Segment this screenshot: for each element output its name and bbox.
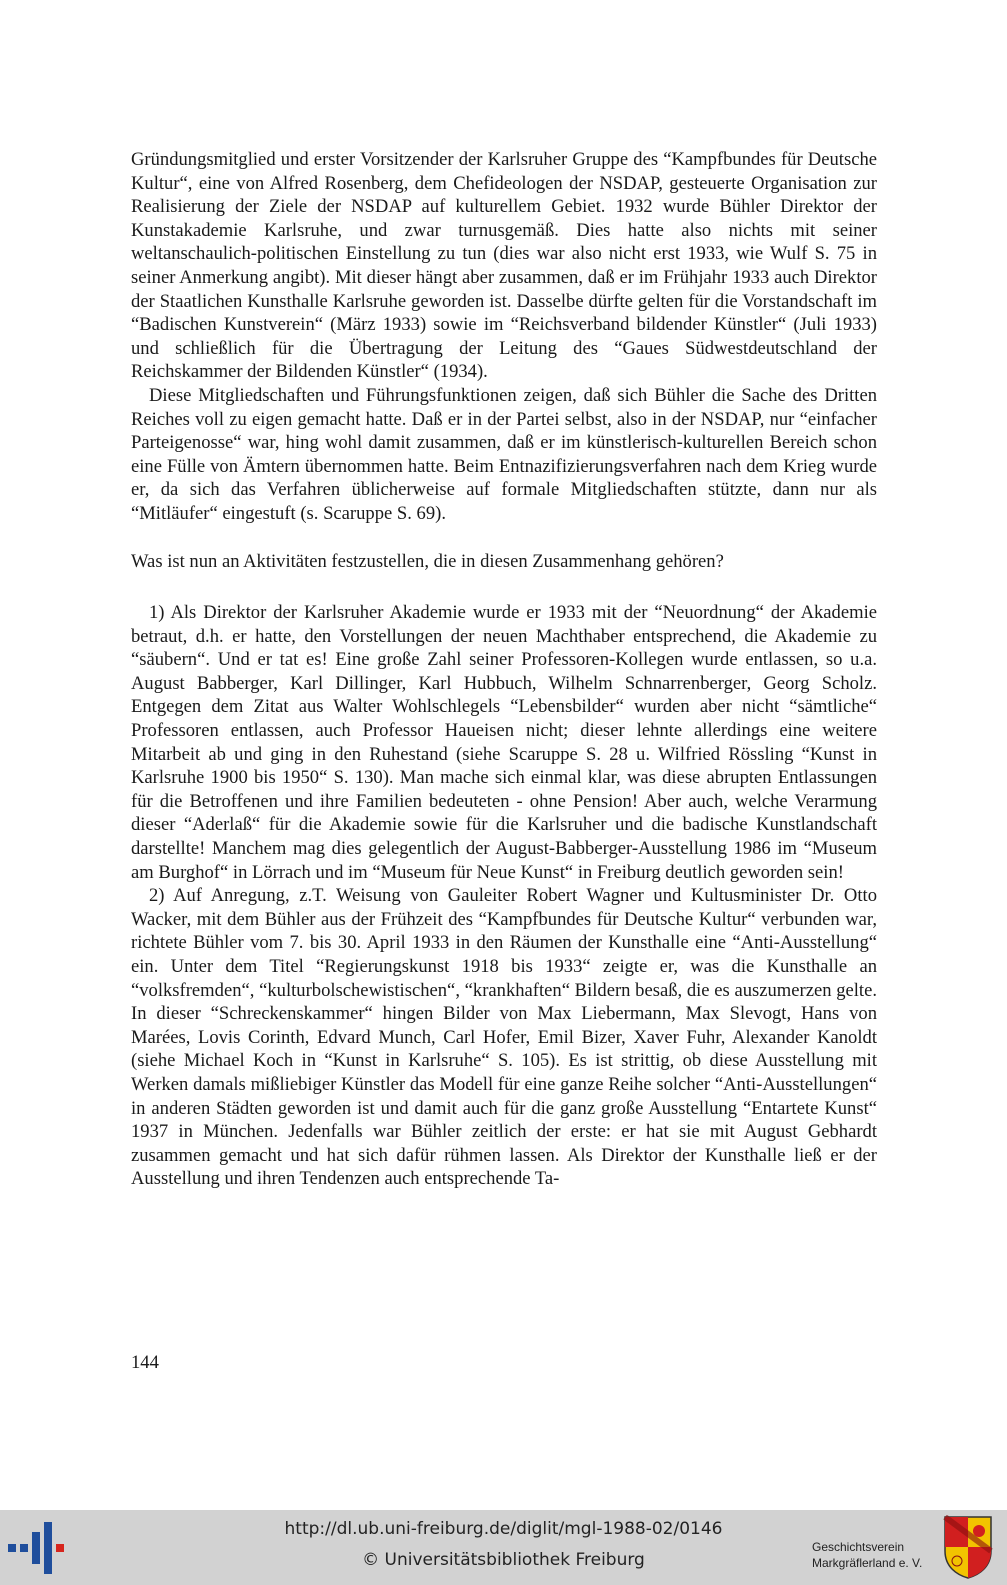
paragraph-question: Was ist nun an Aktivitäten festzustellen, die in diesen Zusammenhang gehören? [131, 550, 724, 572]
footer-bar [0, 1510, 1007, 1585]
paragraph-point-2: 2) Auf Anregung, z.T. Weisung von Gauleiter Robert Wagner und Kultusminister Dr. Otto Wacker, mit dem Bühler aus der Frühzeit des “Kampfbundes für Deutsche Kultur“ verbunden war, richtete Bühler vom 7. bis 30. April 1933 in den Räumen der Kunsthalle eine “Anti-Ausstellung“ ein. Unter dem Titel “Regierungskunst 1918 bis 1933“ zeigte er, was die Kunsthalle an “volksfremden“, “kulturbolschewistischen“, “krankhaften“ Bildern besaß, die es auszumerzen gelte. In dieser “Schreckenskammer“ hingen Bilder von Max Liebermann, Max Slevogt, Hans von Marées, Lovis Corinth, Edvard Munch, Carl Hofer, Emil Bizer, Xaver Fuhr, Alexander Kanoldt (siehe Michael Koch in “Kunst in Karlsruhe“ S. 105). Es ist strittig, ob diese Ausstellung mit Werken damals mißliebiger Künstler das Modell für eine ganze Reihe solcher “Anti-Ausstellungen“ in anderen Städten geworden ist und damit auch für die ganz große Ausstellung “Entartete Kunst“ 1937 in München. Jedenfalls war Bühler zeitlich der erste: er hat sie mit August Gebhardt zusammen gemacht und hat sich dafür rühmen lassen. Als Direktor der Kunsthalle ließ er der Ausstellung und ihren Tendenzen auch entsprechende Ta- [131, 885, 877, 1190]
page-number: 144 [131, 1352, 159, 1373]
footer-url[interactable]: http://dl.ub.uni-freiburg.de/diglit/mgl-1988-02/0146 [284, 1519, 723, 1539]
paragraph-1: Gründungsmitglied und erster Vorsitzender der Karlsruher Gruppe des “Kampfbundes für Deutsche Kultur“, eine von Alfred Rosenberg, dem Chefideologen der NSDAP, gesteuerte Organisation zur Realisierung der Ziele der NSDAP auf kulturellem Gebiet. 1932 wurde Bühler Direktor der Kunstakademie Karlsruhe, und zwar turnusgemäß. Dies hatte also nichts mit seiner weltanschaulich-politischen Einstellung zu tun (dies war also nicht erst 1933, wie Wulf S. 75 in seiner Anmerkung angibt). Mit dieser hängt aber zusammen, daß er im Frühjahr 1933 auch Direktor der Staatlichen Kunsthalle Karlsruhe geworden ist. Dasselbe dürfte gelten für die Vorstandschaft im “Badischen Kunstverein“ (März 1933) sowie im “Reichsverband bildender Künstler“ (Juli 1933) und schließlich für die Übertragung der Leitung des “Gaues Südwestdeutschland der Reichskammer der Bildenden Künstler“ (1934). [131, 149, 877, 383]
paragraph-2: Diese Mitgliedschaften und Führungsfunktionen zeigen, daß sich Bühler die Sache des Dritten Reiches voll zu eigen gemacht hatte. Daß er in der Partei selbst, also in der NSDAP, nur “einfacher Parteigenosse“ war, hing wohl damit zusammen, daß er im künstlerisch-kulturellen Bereich schon eine Fülle von Ämtern übernommen hatte. Beim Entnazifizierungsverfahren nach dem Krieg wurde er, da sich das Verfahren üblicherweise auf formale Mitgliedschaften stützte, dann nur als “Mitläufer“ eingestuft (s. Scaruppe S. 69). [131, 384, 877, 524]
page-body [131, 148, 877, 1191]
society-crest-icon [943, 1515, 993, 1579]
paragraph-point-1: 1) Als Direktor der Karlsruher Akademie wurde er 1933 mit der “Neuordnung“ der Akademie betraut, d.h. er hatte, den Vorstellungen der neuen Machthaber entsprechend, die Akademie zu “säubern“. Und er tat es! Eine große Zahl seiner Professoren-Kollegen wurde entlassen, so u.a. August Babberger, Karl Dillinger, Karl Hubbuch, Wilhelm Schnarrenberger, Georg Scholz. Entgegen dem Zitat aus Walter Wohlschlegels “Lebensbilder“ wurden aber nicht “sämtliche“ Professoren entlassen, auch Professor Haueisen nicht; dieser lehnte allerdings eine weitere Mitarbeit ab und ging in den Ruhestand (siehe Scaruppe S. 28 u. Wilfried Rössling “Kunst in Karlsruhe 1900 bis 1950“ S. 130). Man mache sich einmal klar, was diese abrupten Entlassungen für die Betroffenen und ihre Familien bedeuteten - ohne Pension! Aber auch, welche Verarmung dieser “Aderlaß“ für die Akademie sowie für die Karlsruher und die badische Kunstlandschaft darstellte! Manchem mag dies gelegentlich der August-Babberger-Ausstellung 1986 im “Museum am Burghof“ in Lörrach und im “Museum für Neue Kunst“ in Freiburg deutlich geworden sein! [131, 602, 877, 883]
society-line-1: Geschichtsverein [812, 1540, 905, 1554]
society-name [812, 1539, 932, 1571]
footer-copyright: © Universitätsbibliothek Freiburg [362, 1550, 645, 1570]
society-line-2: Markgräflerland e. V. [812, 1556, 923, 1570]
